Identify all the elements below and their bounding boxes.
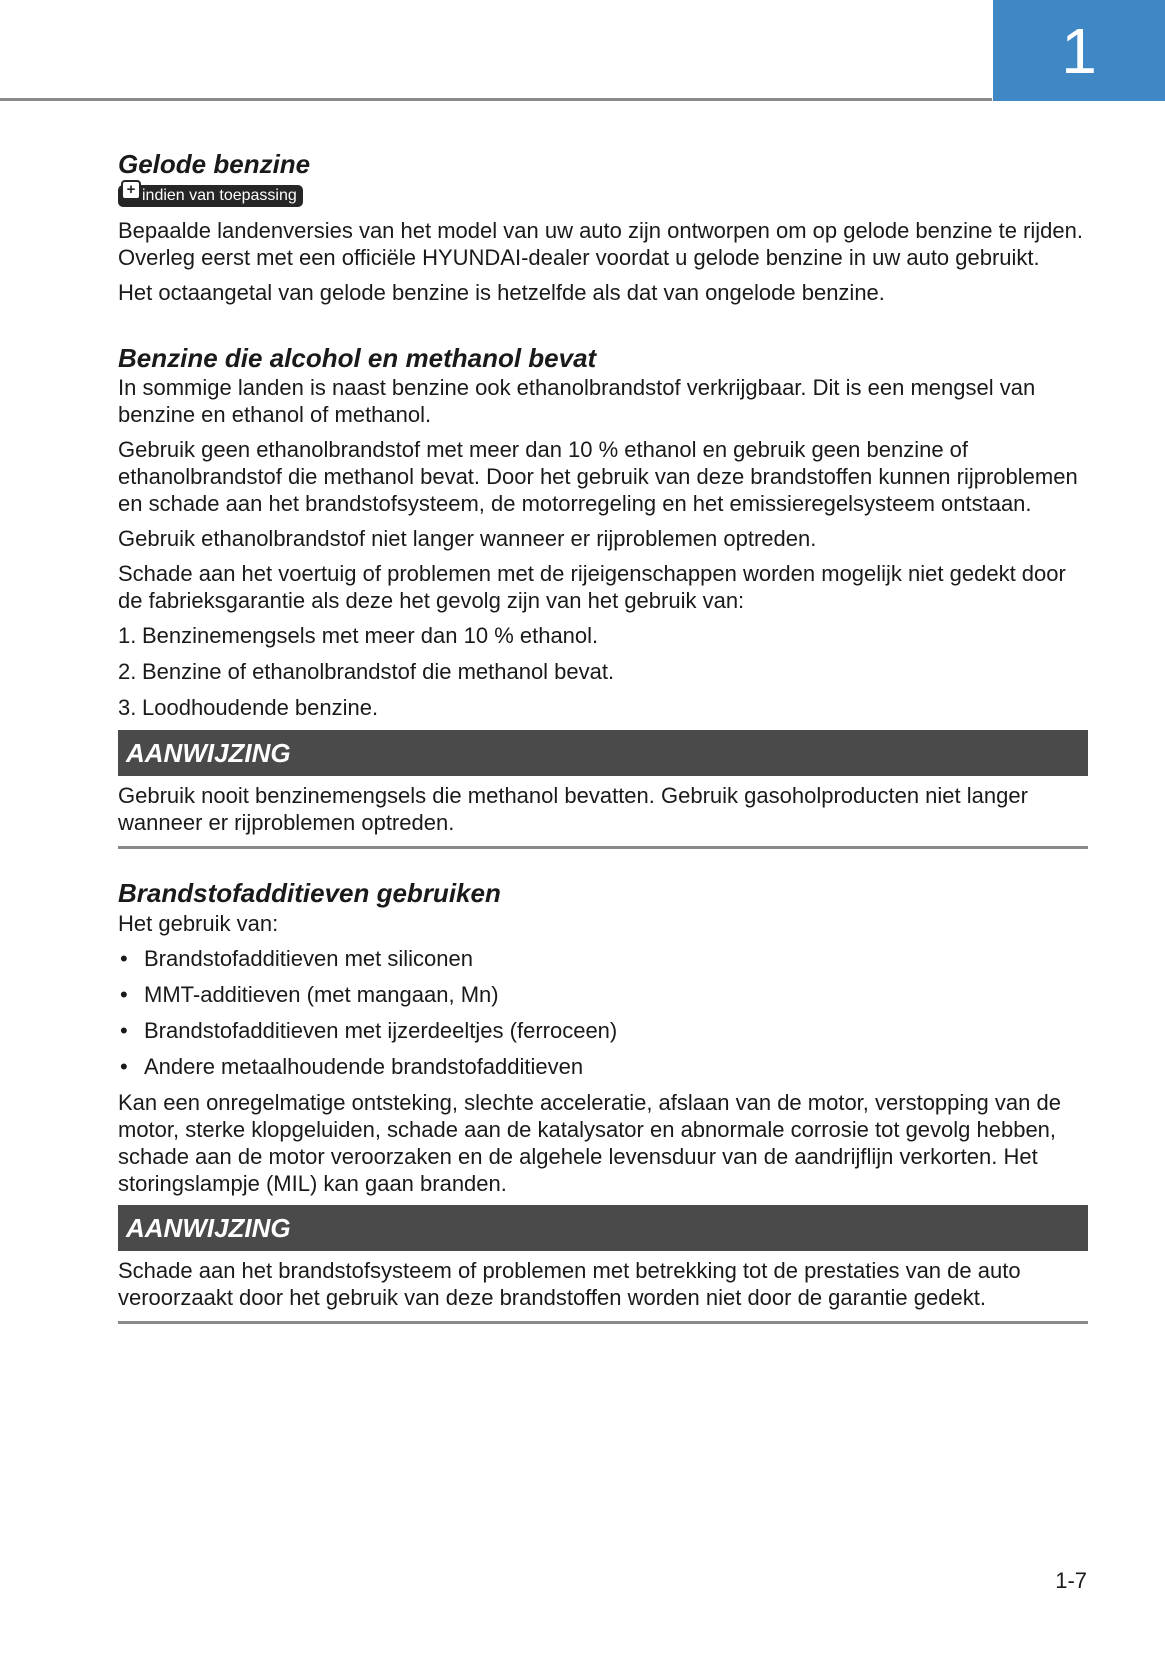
list-number: 1. bbox=[118, 623, 137, 648]
bullet-list bbox=[118, 945, 1088, 1080]
paragraph: Bepaalde landenversies van het model van uw auto zijn ontworpen om op gelode benzine te rijden. Overleg eerst met een officiële HYUNDAI-dealer voordat u gelode benzine in uw auto gebruikt. bbox=[118, 217, 1083, 270]
plus-icon: + bbox=[121, 180, 141, 200]
section-fuel-additives bbox=[118, 877, 1088, 1324]
section-title: Brandstofadditieven gebruiken bbox=[118, 878, 501, 908]
note-title: AANWIJZING bbox=[118, 1205, 1088, 1251]
section-leaded-fuel bbox=[118, 148, 1088, 306]
list-item bbox=[118, 945, 1088, 972]
list-text: Andere metaalhoudende brandstofadditieven bbox=[144, 1053, 584, 1079]
note-body bbox=[118, 776, 1088, 836]
list-item bbox=[118, 658, 1088, 685]
list-number: 3. bbox=[118, 695, 137, 720]
note-title: AANWIJZING bbox=[118, 730, 1088, 776]
if-applicable-badge bbox=[118, 180, 303, 207]
list-text: Benzine of ethanolbrandstof die methanol bevat. bbox=[142, 659, 615, 684]
paragraph: Gebruik geen ethanolbrandstof met meer dan 10 % ethanol en gebruik geen benzine of ethanolbrandstof die methanol bevat. Door het gebruik van deze brandstoffen kunnen rijproblemen en schade aan het brandstofsysteem, de motorregeling en het emissieregelsysteem ontstaan. bbox=[118, 437, 1078, 516]
list-text: Benzinemengsels met meer dan 10 % ethanol. bbox=[142, 623, 599, 648]
note-rule bbox=[118, 1321, 1088, 1324]
bullet-icon: • bbox=[120, 1053, 128, 1079]
list-item bbox=[118, 981, 1088, 1008]
list-item bbox=[118, 694, 1088, 721]
list-number: 2. bbox=[118, 659, 137, 684]
paragraph: Schade aan het voertuig of problemen met de rijeigenschappen worden mogelijk niet gedekt door de fabrieksgarantie als deze het gevolg zijn van het gebruik van: bbox=[118, 561, 1066, 613]
paragraph: In sommige landen is naast benzine ook ethanolbrandstof verkrijgbaar. Dit is een mengsel van benzine en ethanol of methanol. bbox=[118, 375, 1036, 427]
chapter-tab: 1 bbox=[993, 0, 1165, 101]
section-title: Benzine die alcohol en methanol bevat bbox=[118, 342, 597, 373]
bullet-icon: • bbox=[120, 1017, 128, 1043]
note-box bbox=[118, 730, 1088, 849]
paragraph: Het octaangetal van gelode benzine is hetzelfde als dat van ongelode benzine. bbox=[118, 279, 885, 305]
page-number: 1-7 bbox=[1055, 1568, 1087, 1593]
bullet-icon: • bbox=[120, 981, 128, 1007]
badge-label: indien van toepassing bbox=[142, 186, 297, 204]
list-text: Brandstofadditieven met ijzerdeeltjes (ferroceen) bbox=[144, 1017, 618, 1043]
list-text: Brandstofadditieven met siliconen bbox=[144, 945, 473, 971]
bullet-icon: • bbox=[120, 945, 128, 971]
note-text: Gebruik nooit benzinemengsels die methanol bevatten. Gebruik gasoholproducten niet langer wanneer er rijproblemen optreden. bbox=[118, 783, 1028, 835]
list-item bbox=[118, 1053, 1088, 1080]
section-alcohol-fuel bbox=[118, 342, 1088, 850]
note-box bbox=[118, 1205, 1088, 1324]
list-text: MMT-additieven (met mangaan, Mn) bbox=[144, 981, 499, 1007]
badge-row bbox=[118, 180, 1088, 207]
header-rule bbox=[0, 98, 992, 101]
section-title: Gelode benzine bbox=[118, 149, 311, 179]
list-item bbox=[118, 622, 1088, 649]
note-text: Schade aan het brandstofsysteem of problemen met betrekking tot de prestaties van de auto veroorzaakt door het gebruik van deze brandstoffen worden niet door de garantie gedekt. bbox=[118, 1257, 1021, 1310]
page-content bbox=[118, 148, 1088, 1324]
numbered-list bbox=[118, 622, 1088, 721]
list-item bbox=[118, 1017, 1088, 1044]
paragraph: Kan een onregelmatige ontsteking, slechte acceleratie, afslaan van de motor, verstopping van de motor, sterke klopgeluiden, schade aan de katalysator en abnormale corrosie tot gevolg hebben, schade aan de motor veroorzaken en de algehele levensduur van de aandrijflijn verkorten. Het storingslampje (MIL) kan gaan branden. bbox=[118, 1089, 1061, 1196]
paragraph: Het gebruik van: bbox=[118, 910, 279, 936]
paragraph: Gebruik ethanolbrandstof niet langer wanneer er rijproblemen optreden. bbox=[118, 526, 817, 551]
list-text: Loodhoudende benzine. bbox=[142, 695, 379, 720]
note-body bbox=[118, 1251, 1088, 1311]
